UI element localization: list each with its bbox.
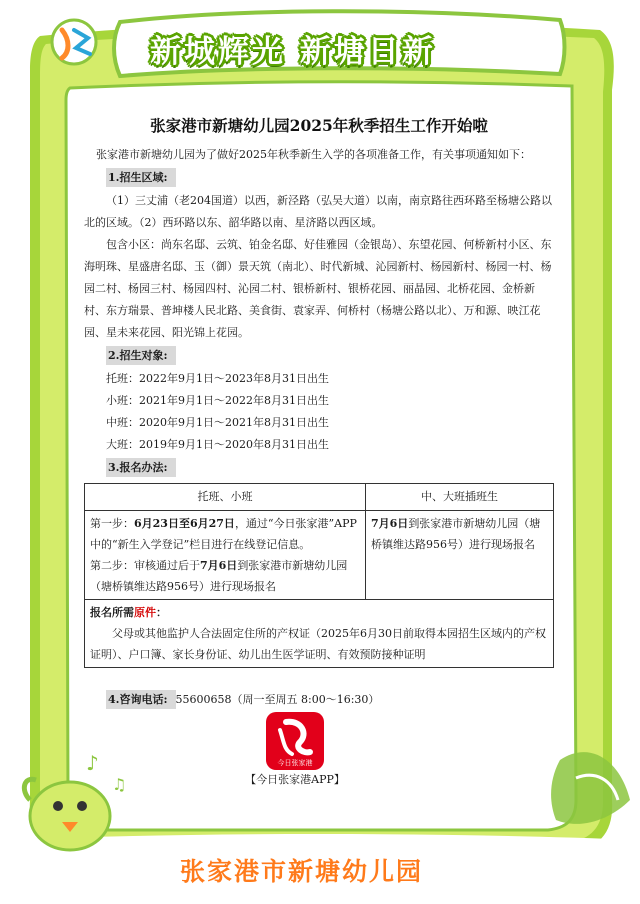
contact-line	[84, 690, 554, 709]
area-description: （1）三丈浦（老204国道）以西，新泾路（弘吴大道）以南，南京路往西环路至杨塘公路以北的区域。（2）西环路以东、韶华路以南、星济路以西区域。	[84, 194, 552, 229]
section-heading-target: 2.招生对象:	[106, 346, 176, 365]
table-header-row	[85, 484, 554, 511]
table-row	[85, 600, 554, 668]
table-header-small: 托班、小班	[85, 484, 366, 511]
intro-text: 张家港市新塘幼儿园为了做好2025年秋季新生入学的各项准备工作，有关事项通知如下：	[96, 148, 531, 161]
section-heading-area: 1.招生区域:	[106, 168, 176, 187]
step-one: 第一步：6月23日至6月27日，通过“今日张家港”APP中的“新生入学登记”栏目进行在线登记信息。	[90, 517, 357, 551]
logo-text: 今日张家港	[277, 759, 313, 767]
age-range-xiao: 小班：2021年9月1日～2022年8月31日出生	[106, 394, 329, 407]
step-two: 第二步：审核通过后于7月6日到张家港市新塘幼儿园（塘桥镇维达路956号）进行现场报名	[90, 559, 348, 593]
communities-list: 包含小区：尚东名邸、云筑、铂金名邸、好佳雅园（金银岛）、东望花园、何桥新村小区、东海明珠、星盛唐名邸、玉（御）景天筑（南北）、时代新城、沁园新村、杨园新村、杨园一村、杨园二村、杨园三村、杨园四村、沁园二村、银桥新村、银桥花园、丽晶园、北桥花园、金桥新村、东方瑞景、普坤楼人民北路、美食街、袁家弄、何桥村（杨塘公路以北）、万和源、映江花园、星未来花园、阳光锦上花园。	[84, 238, 552, 339]
footer-school-name: 张家港市新塘幼儿园	[180, 857, 424, 886]
age-range-zhong: 中班：2020年9月1日～2021年8月31日出生	[106, 416, 329, 429]
logo-caption: 【今日张家港APP】	[245, 773, 345, 786]
age-range-tuo: 托班：2022年9月1日～2023年8月31日出生	[106, 372, 329, 385]
registration-table	[84, 483, 554, 668]
age-range-da: 大班：2019年9月1日～2020年8月31日出生	[106, 438, 329, 451]
table-header-transfer: 中、大班插班生	[366, 484, 554, 511]
transfer-steps: 7月6日到张家港市新塘幼儿园（塘桥镇维达路956号）进行现场报名	[366, 511, 554, 600]
jinri-zhangjiagang-logo	[266, 712, 324, 770]
notice-content	[84, 114, 554, 709]
section-heading-method: 3.报名办法:	[106, 458, 176, 477]
svg-text:♪: ♪	[86, 751, 99, 775]
section-heading-contact: 4.咨询电话:	[106, 690, 176, 709]
required-documents	[85, 600, 554, 668]
banner-slogan: 新城辉光 新塘日新	[150, 34, 436, 70]
table-row	[85, 511, 554, 600]
small-class-steps	[85, 511, 366, 600]
required-documents-label: 报名所需原件：	[90, 606, 167, 619]
required-documents-text: 父母或其他监护人合法固定住所的产权证（2025年6月30日前取得本园招生区域内的产权证明）、户口簿、家长身份证、幼儿出生医学证明、有效预防接种证明	[90, 627, 546, 661]
svg-text:♫: ♫	[112, 775, 127, 794]
contact-phone: 55600658（周一至周五 8:00～16:30）	[175, 693, 380, 706]
notice-title: 张家港市新塘幼儿园2025年秋季招生工作开始啦	[150, 116, 488, 135]
